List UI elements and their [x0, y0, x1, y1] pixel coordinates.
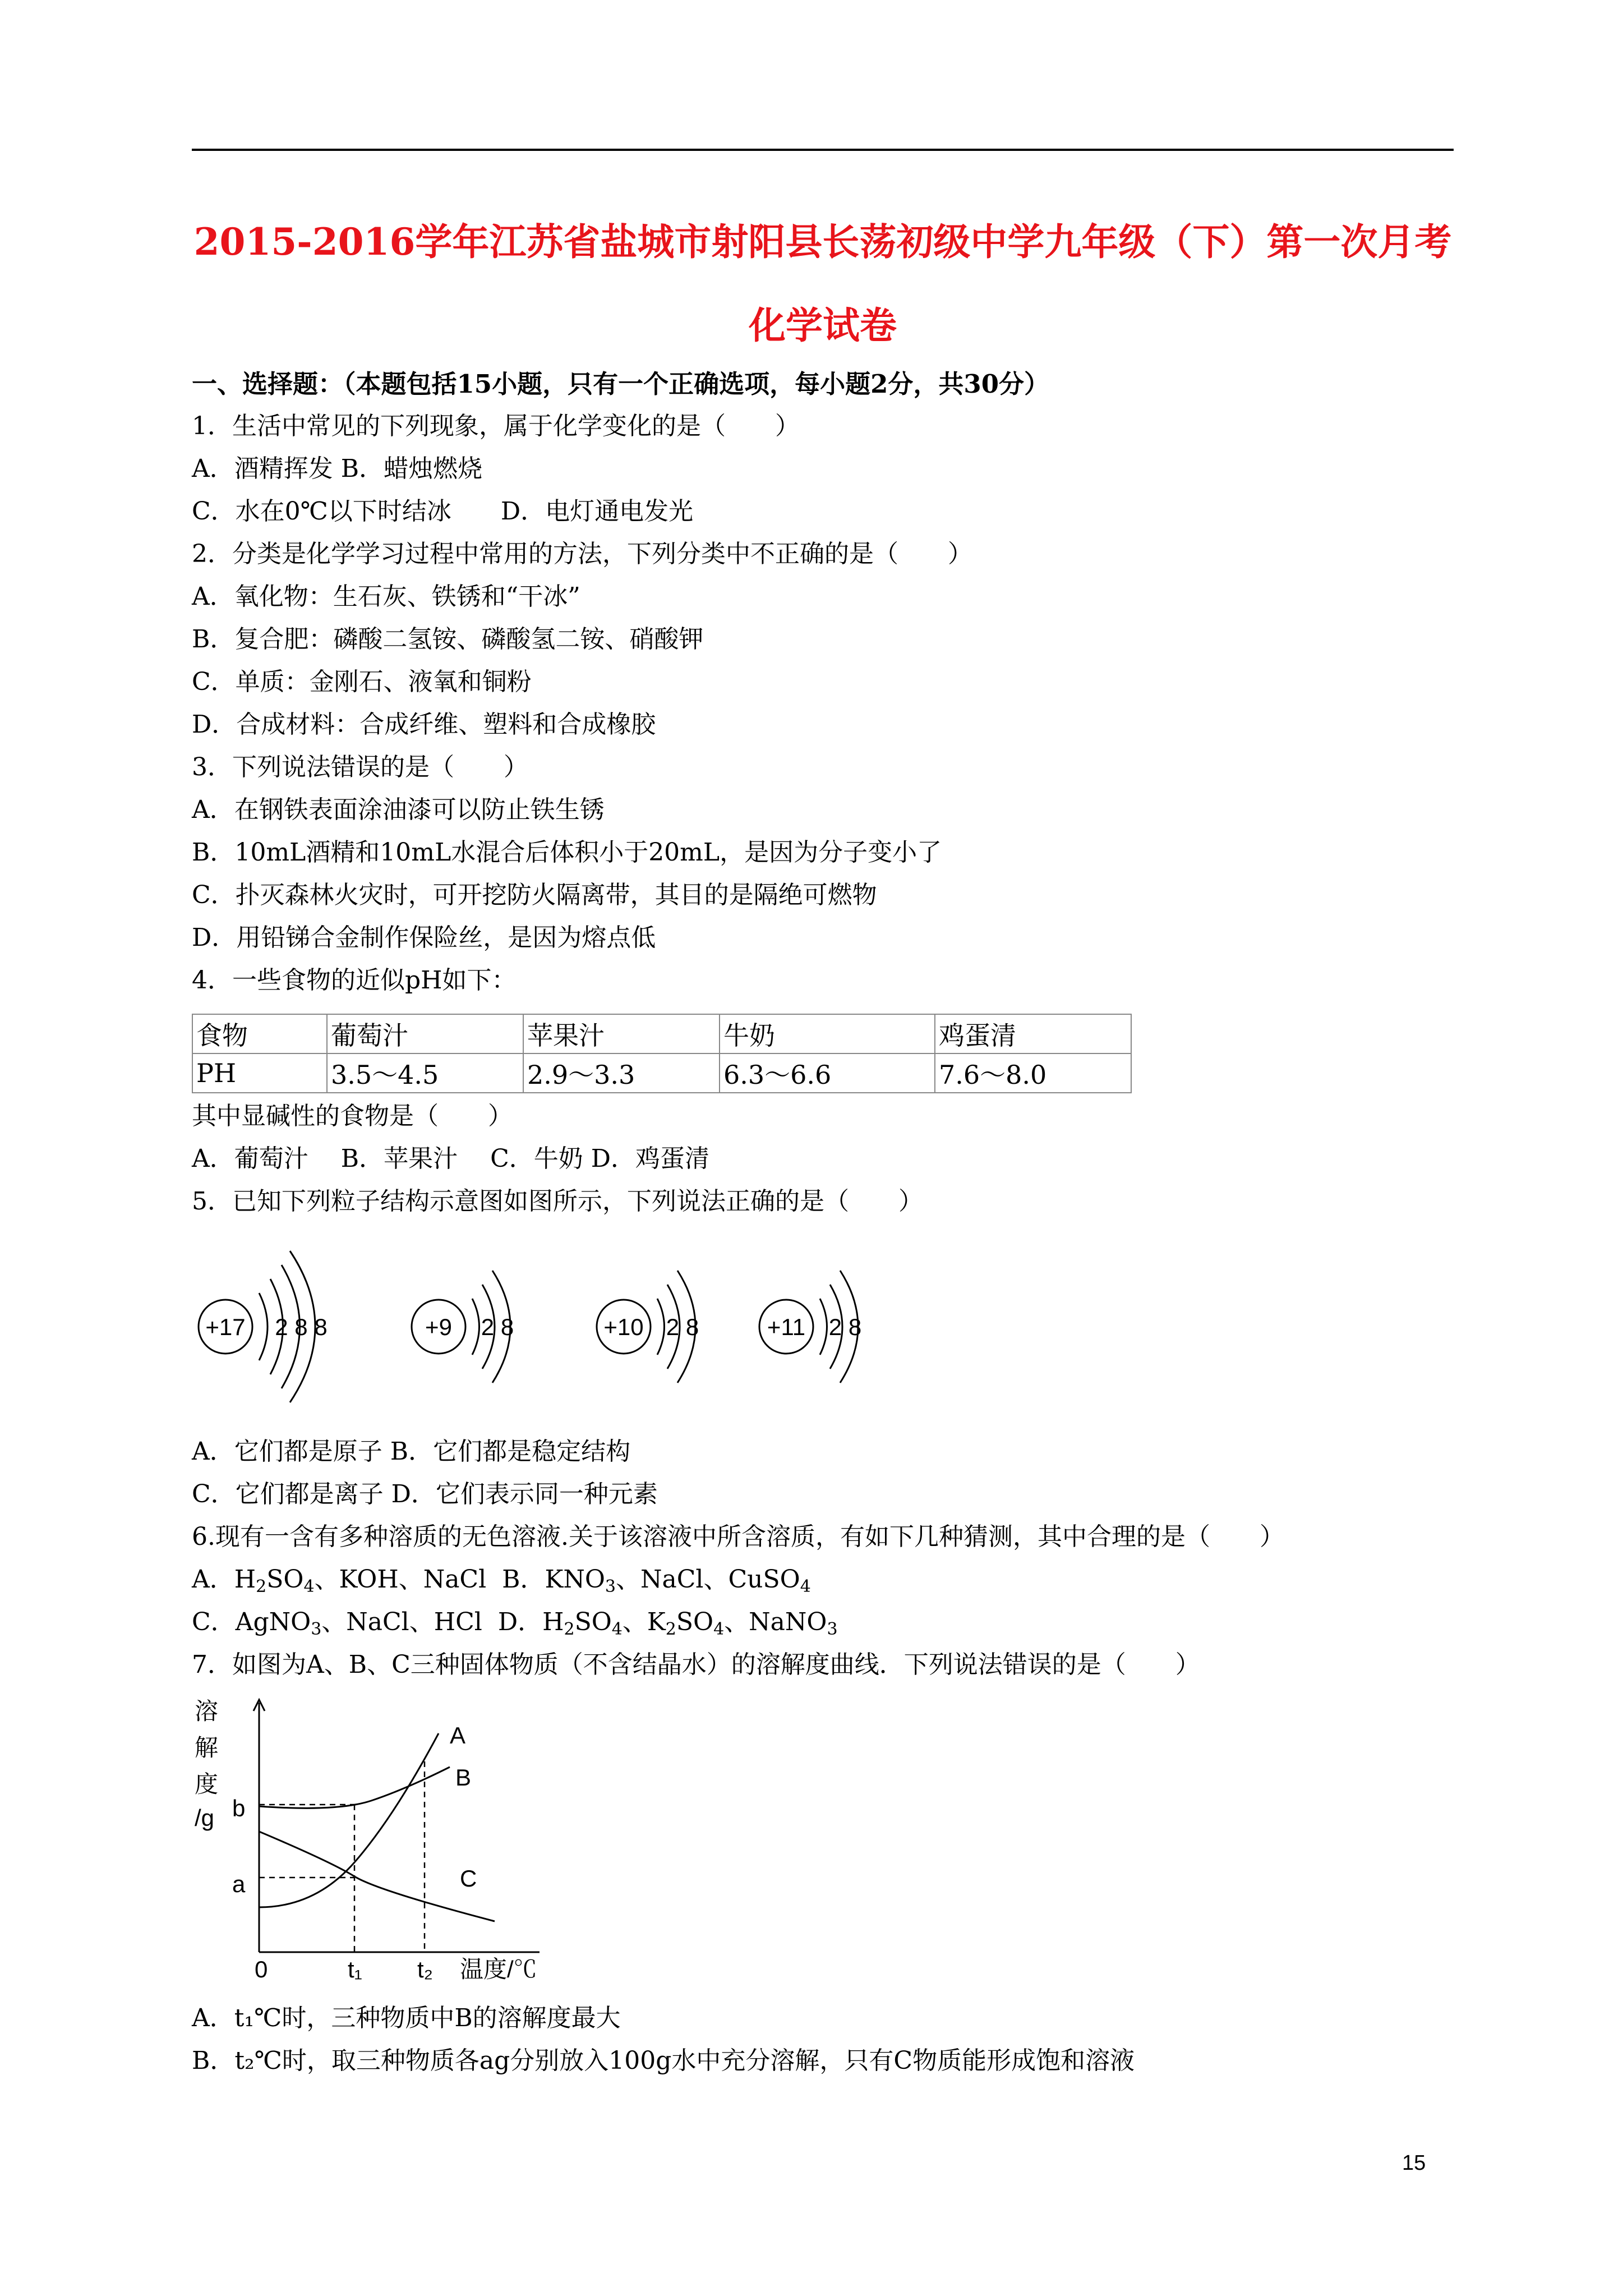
- curve-label-c: C: [460, 1865, 477, 1892]
- q4-stem: 4．一些食物的近似pH如下：: [192, 966, 517, 995]
- y-axis-label: 溶: [195, 1698, 219, 1724]
- q3-option-a: A．在钢铁表面涂油漆可以防止铁生锈: [192, 795, 605, 824]
- particle-structure-diagram: [192, 1234, 921, 1419]
- q2-option-b: B．复合肥：磷酸二氢铵、磷酸氢二铵、硝酸钾: [192, 625, 704, 654]
- curve-a: [259, 1733, 439, 1907]
- x-tick-t1: t₁: [348, 1956, 362, 1982]
- shell-label: 2 8 8: [275, 1314, 328, 1340]
- exam-title: 2015-2016学年江苏省盐城市射阳县长荡初级中学九年级（下）第一次月考: [193, 220, 1452, 264]
- header-rule: [192, 149, 1454, 151]
- q3-option-b: B．10mL酒精和10mL水混合后体积小于20mL，是因为分子变小了: [192, 838, 942, 867]
- q3-option-d: D．用铅锑合金制作保险丝，是因为熔点低: [192, 923, 656, 952]
- table-cell: 6.3～6.6: [720, 1053, 935, 1093]
- table-row: [192, 1014, 1131, 1053]
- y-tick-b: b: [232, 1795, 246, 1821]
- table-cell: 食物: [192, 1014, 327, 1053]
- y-axis-label: /g: [195, 1805, 215, 1831]
- q7-option-b: B．t₂℃时，取三种物质各ag分别放入100g水中充分溶解，只有C物质能形成饱和溶液: [192, 2046, 1135, 2075]
- q3-option-c: C．扑灭森林火灾时，可开挖防火隔离带，其目的是隔绝可燃物: [192, 881, 877, 909]
- q5-options-cd: C．它们都是离子 D．它们表示同一种元素: [192, 1480, 658, 1508]
- shell-label: 2 8: [481, 1314, 514, 1340]
- q1-options-ab: A．酒精挥发 B．蜡烛燃烧: [192, 454, 483, 483]
- table-row: [192, 1053, 1131, 1093]
- x-axis-label: 温度/℃: [460, 1956, 537, 1982]
- q7-stem: 7．如图为A、B、C三种固体物质（不含结晶水）的溶解度曲线．下列说法错误的是（ ）: [192, 1650, 1200, 1679]
- shell-label: 2 8: [666, 1314, 699, 1340]
- q2-option-a: A．氧化物：生石灰、铁锈和“干冰”: [192, 582, 580, 611]
- page-number: 15: [1402, 2151, 1426, 2175]
- q5-stem: 5．已知下列粒子结构示意图如图所示，下列说法正确的是（ ）: [192, 1187, 923, 1216]
- table-cell: 2.9～3.3: [523, 1053, 720, 1093]
- exam-subtitle: 化学试卷: [749, 303, 897, 347]
- q2-option-d: D．合成材料：合成纤维、塑料和合成橡胶: [192, 710, 656, 739]
- y-axis-label: 度: [195, 1771, 219, 1797]
- table-cell: 鸡蛋清: [935, 1014, 1131, 1053]
- table-cell: 葡萄汁: [327, 1014, 523, 1053]
- q5-options-ab: A．它们都是原子 B．它们都是稳定结构: [192, 1437, 631, 1466]
- q6-options-ab: A．$H_2SO_4$、KOH、NaCl B．$KNO_3$、NaCl、CuSO$_4$: [192, 1565, 811, 1596]
- q4-options: A．葡萄汁 B．苹果汁 C．牛奶 D．鸡蛋清: [192, 1144, 710, 1173]
- q7-option-a: A．t₁℃时，三种物质中B的溶解度最大: [192, 2004, 621, 2032]
- x-tick-t2: t₂: [417, 1956, 433, 1982]
- solubility-curve-graph: [192, 1694, 584, 1986]
- origin-label: 0: [255, 1956, 268, 1982]
- section-header: 一、选择题：（本题包括15小题，只有一个正确选项，每小题2分，共30分）: [192, 369, 1050, 399]
- curve-label-b: B: [455, 1764, 472, 1791]
- shell-label: 2 8: [828, 1314, 862, 1340]
- curve-label-a: A: [450, 1722, 466, 1749]
- table-cell: 3.5～4.5: [327, 1053, 523, 1093]
- y-tick-a: a: [232, 1871, 246, 1897]
- curve-c: [259, 1832, 495, 1921]
- y-axis-label: 解: [195, 1734, 219, 1761]
- ph-table: [192, 1014, 1132, 1093]
- nucleus-label: +17: [205, 1314, 246, 1340]
- table-cell: 7.6～8.0: [935, 1053, 1131, 1093]
- nucleus-label: +10: [603, 1314, 644, 1340]
- table-cell: 牛奶: [720, 1014, 935, 1053]
- q3-stem: 3．下列说法错误的是（ ）: [192, 753, 528, 781]
- q2-stem: 2．分类是化学学习过程中常用的方法，下列分类中不正确的是（ ）: [192, 540, 972, 568]
- q6-stem: 6.现有一含有多种溶质的无色溶液.关于该溶液中所含溶质，有如下几种猜测，其中合理的是（ ）: [192, 1522, 1284, 1551]
- curve-b: [259, 1767, 450, 1808]
- nucleus-label: +9: [425, 1314, 452, 1340]
- q4-question: 其中显碱性的食物是（ ）: [192, 1102, 513, 1130]
- table-cell: 苹果汁: [523, 1014, 720, 1053]
- table-cell: PH: [192, 1053, 327, 1093]
- q1-options-cd: C．水在0℃以下时结冰 D．电灯通电发光: [192, 497, 694, 526]
- q6-options-cd: C．AgNO$_3$、NaCl、HCl D．$H_2SO_4$、$K_2SO_4$、NaNO$_3$: [192, 1608, 838, 1639]
- q1-stem: 1．生活中常见的下列现象，属于化学变化的是（ ）: [192, 412, 800, 440]
- q2-option-c: C．单质：金刚石、液氧和铜粉: [192, 668, 532, 696]
- nucleus-label: +11: [767, 1314, 806, 1340]
